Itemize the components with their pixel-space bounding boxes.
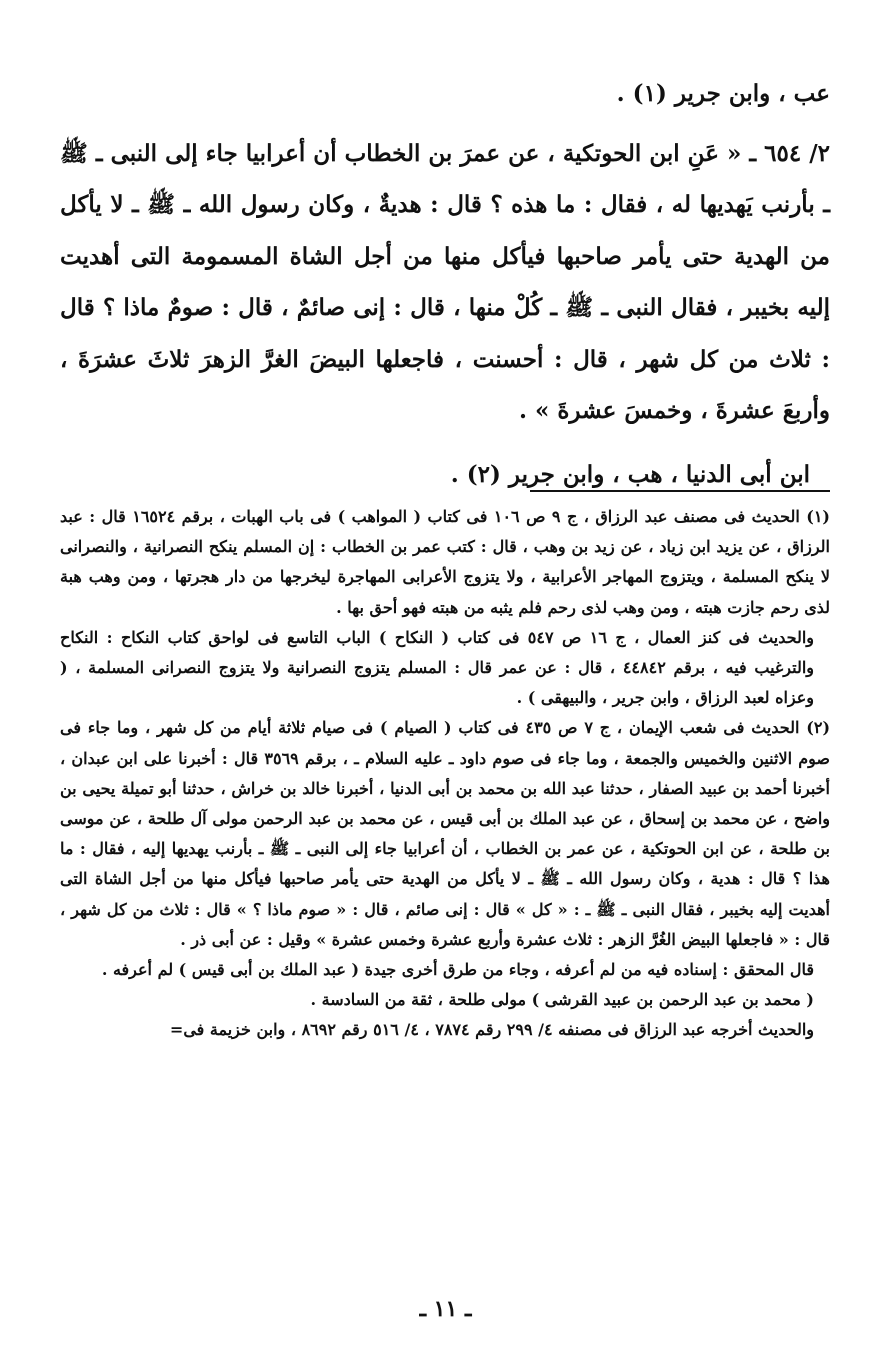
page-number: ـ ١١ ـ xyxy=(419,1296,472,1322)
hadith-paragraph: ٢/ ٦٥٤ ـ « عَنِ ابن الحوتكية ، عن عمرَ بن الخطاب أن أعرابيا جاء إلى النبى ـ ﷺ ـ بأرنب يَهديها له ، فقال : ما هذه ؟ قال : هديةٌ ، وكان رسول الله ـ ﷺ ـ لا يأكل من الهدية حتى يأمر صاحبها فيأكل منها من أجل الشاة المسمومة التى أهديت إليه بخيبر ، فقال النبى ـ ﷺ ـ كُلْ منها ، قال : إنى صائمٌ ، قال : صومٌ ماذا ؟ قال : ثلاث من كل شهر ، قال : أحسنت ، فاجعلها البيضَ الغرَّ الزهرَ ثلاثَ عشرَةَ ، وأربعَ عشرةَ ، وخمسَ عشرةَ » . xyxy=(60,139,830,424)
footnote-2-muhaqqiq: قال المحقق : إسناده فيه من لم أعرفه ، وجاء من طرق أخرى جيدة ( عبد الملك بن أبى قيس ) لم أعرفه . xyxy=(101,960,814,980)
footnote-2-takhrij: والحديث أخرجه عبد الرزاق فى مصنفه ٤/ ٢٩٩ رقم ٧٨٧٤ ، ٤/ ٥١٦ رقم ٨٦٩٢ ، وابن خزيمة فى= xyxy=(169,1020,814,1040)
footnote-2: (٢) الحديث فى شعب الإيمان ، ج ٧ ص ٤٣٥ فى كتاب ( الصيام ) فى صيام ثلاثة أيام من كل شهر ، وما جاء فى صوم الاثنين والخميس والجمعة ، وما جاء فى صوم داود ـ عليه السلام ـ ، برقم ٣٥٦٩ قال : أخبرنا على ابن عبدان ، أخبرنا أحمد بن عبيد الصفار ، حدثنا عبد الله بن محمد بن أبى الدنيا ، أخبرنا خالد بن خراش ، حدثنا أبو تميلة يحيى بن واضح ، عن محمد بن إسحاق ، عن عبد الملك بن أبى قيس ، عن محمد بن عبد الرحمن مولى آل طلحة ، عن موسى بن طلحة ، عن ابن الحوتكية ، عن عمر بن الخطاب ، أن أعرابيا جاء إلى النبى ـ ﷺ ـ بأرنب يهديها إليه ، فقال : ما هذا ؟ قال : هدية ، وكان رسول الله ـ ﷺ ـ لا يأكل من الهدية حتى يأمر صاحبها فيأكل منها من أجل الشاة التى أهديت إليه بخيبر ، فقال النبى ـ ﷺ ـ : « كل » قال : إنى صائم ، قال : « صوم ماذا ؟ » قال : ثلاث من كل شهر ، قال : « فاجعلها البيض الغُرَّ الزهر : ثلاث عشرة وأربع عشرة وخمس عشرة » وقيل : عن أبى ذر . xyxy=(60,718,831,949)
footnote-1: (١) الحديث فى مصنف عبد الرزاق ، ج ٩ ص ١٠٦ فى كتاب ( المواهب ) فى باب الهبات ، برقم ١٦٥٢٤ قال : عبد الرزاق ، عن يزيد ابن زياد ، عن زيد بن وهب ، قال : كتب عمر بن الخطاب : إن المسلم ينكح النصرانية ، والنصرانى لا ينكح المسلمة ، ويتزوج المهاجر الأعرابية ، ولا يتزوج الأعرابى المهاجرة ليخرجها من دار هجرتها ، ومن وهب هبة لذى رحم جازت هبته ، ومن وهب لذى رحم فلم يثبه من هبته فهو أحق بها . xyxy=(60,507,830,617)
footnotes xyxy=(60,502,830,1046)
footnote-1-kanz: والحديث فى كنز العمال ، ج ١٦ ص ٥٤٧ فى كتاب ( النكاح ) الباب التاسع فى لواحق كتاب النكاح : النكاح والترغيب فيه ، برقم ٤٤٨٤٢ ، قال : عن عمر قال : المسلم يتزوج النصرانية ولا يتزوج النصرانى المسلمة ، ( وعزاه لعبد الرزاق ، وابن جرير ، والبيهقى ) . xyxy=(60,627,815,708)
footnote-separator xyxy=(530,490,830,492)
main-text xyxy=(60,68,830,500)
hadith-sources: ابن أبى الدنيا ، هب ، وابن جرير (٢) . xyxy=(450,460,810,488)
footnote-2-narrator: ( محمد بن عبد الرحمن بن عبيد القرشى ) مولى طلحة ، ثقة من السادسة . xyxy=(310,990,814,1010)
continuation-line: عب ، وابن جرير (١) . xyxy=(616,80,830,107)
